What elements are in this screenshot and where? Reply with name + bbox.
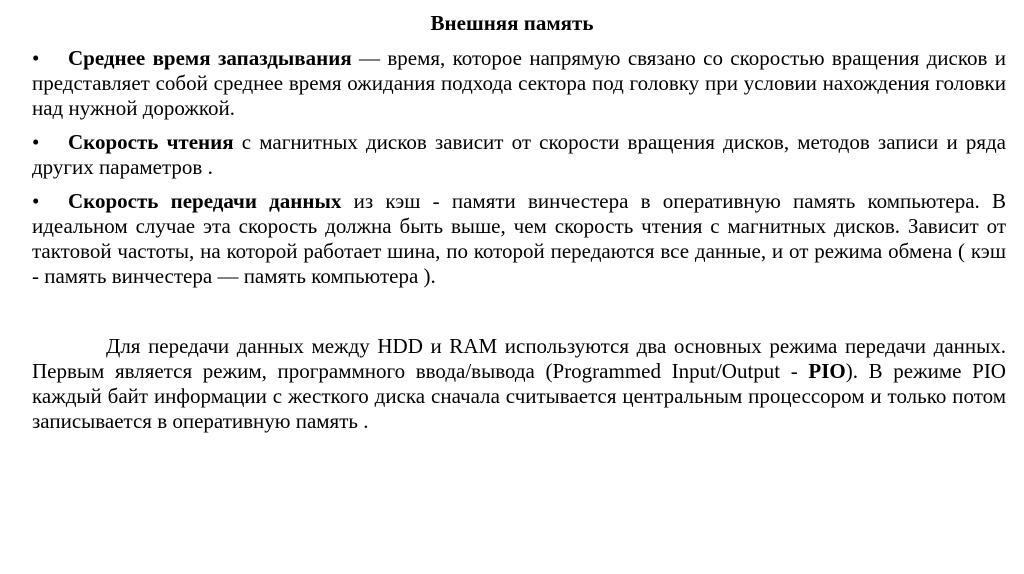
bullet-item-read-speed (32, 130, 1006, 180)
bullet-term: Скорость чтения (68, 130, 234, 154)
bullet-term: Среднее время запаздывания (68, 46, 352, 70)
slide-title: Внешняя память (430, 11, 594, 35)
bullet-marker: • (32, 189, 40, 213)
bullet-marker: • (32, 46, 40, 70)
bullet-item-latency (32, 46, 1006, 121)
paragraph-text-after: ). В режиме PIO каждый байт информации с жесткого диска сначала считывается центральным процессором и только потом записывается в оперативную память . (32, 359, 1006, 433)
bullet-term: Скорость передачи данных (68, 189, 342, 213)
bullet-text: — время, которое напрямую связано со скоростью вращения дисков и представляет собой среднее время ожидания подхода сектора под головку при условии нахождения головки над нужной дорожкой. (32, 46, 1006, 120)
paragraph-text-before: Для передачи данных между HDD и RAM используются два основных режима передачи данных. Первым является режим, программного ввода/вывода (Programmed Input/Output - (32, 334, 1006, 383)
paragraph-bold-pio: PIO (808, 359, 846, 383)
bullet-marker: • (32, 130, 40, 154)
bullet-item-transfer-speed (32, 189, 1006, 289)
body-paragraph (32, 334, 1006, 434)
slide-content (32, 46, 1006, 434)
bullet-text: из кэш - памяти винчестера в оперативную память компьютера. В идеальном случае эта скорость должна быть выше, чем скорость чтения с магнитных дисков. Зависит от тактовой частоты, на которой работает шина, по которой передаются все данные, и от режима обмена ( кэш - память винчестера — память компьютера ). (32, 189, 1006, 288)
bullet-text: с магнитных дисков зависит от скорости вращения дисков, методов записи и ряда других параметров . (32, 130, 1006, 179)
